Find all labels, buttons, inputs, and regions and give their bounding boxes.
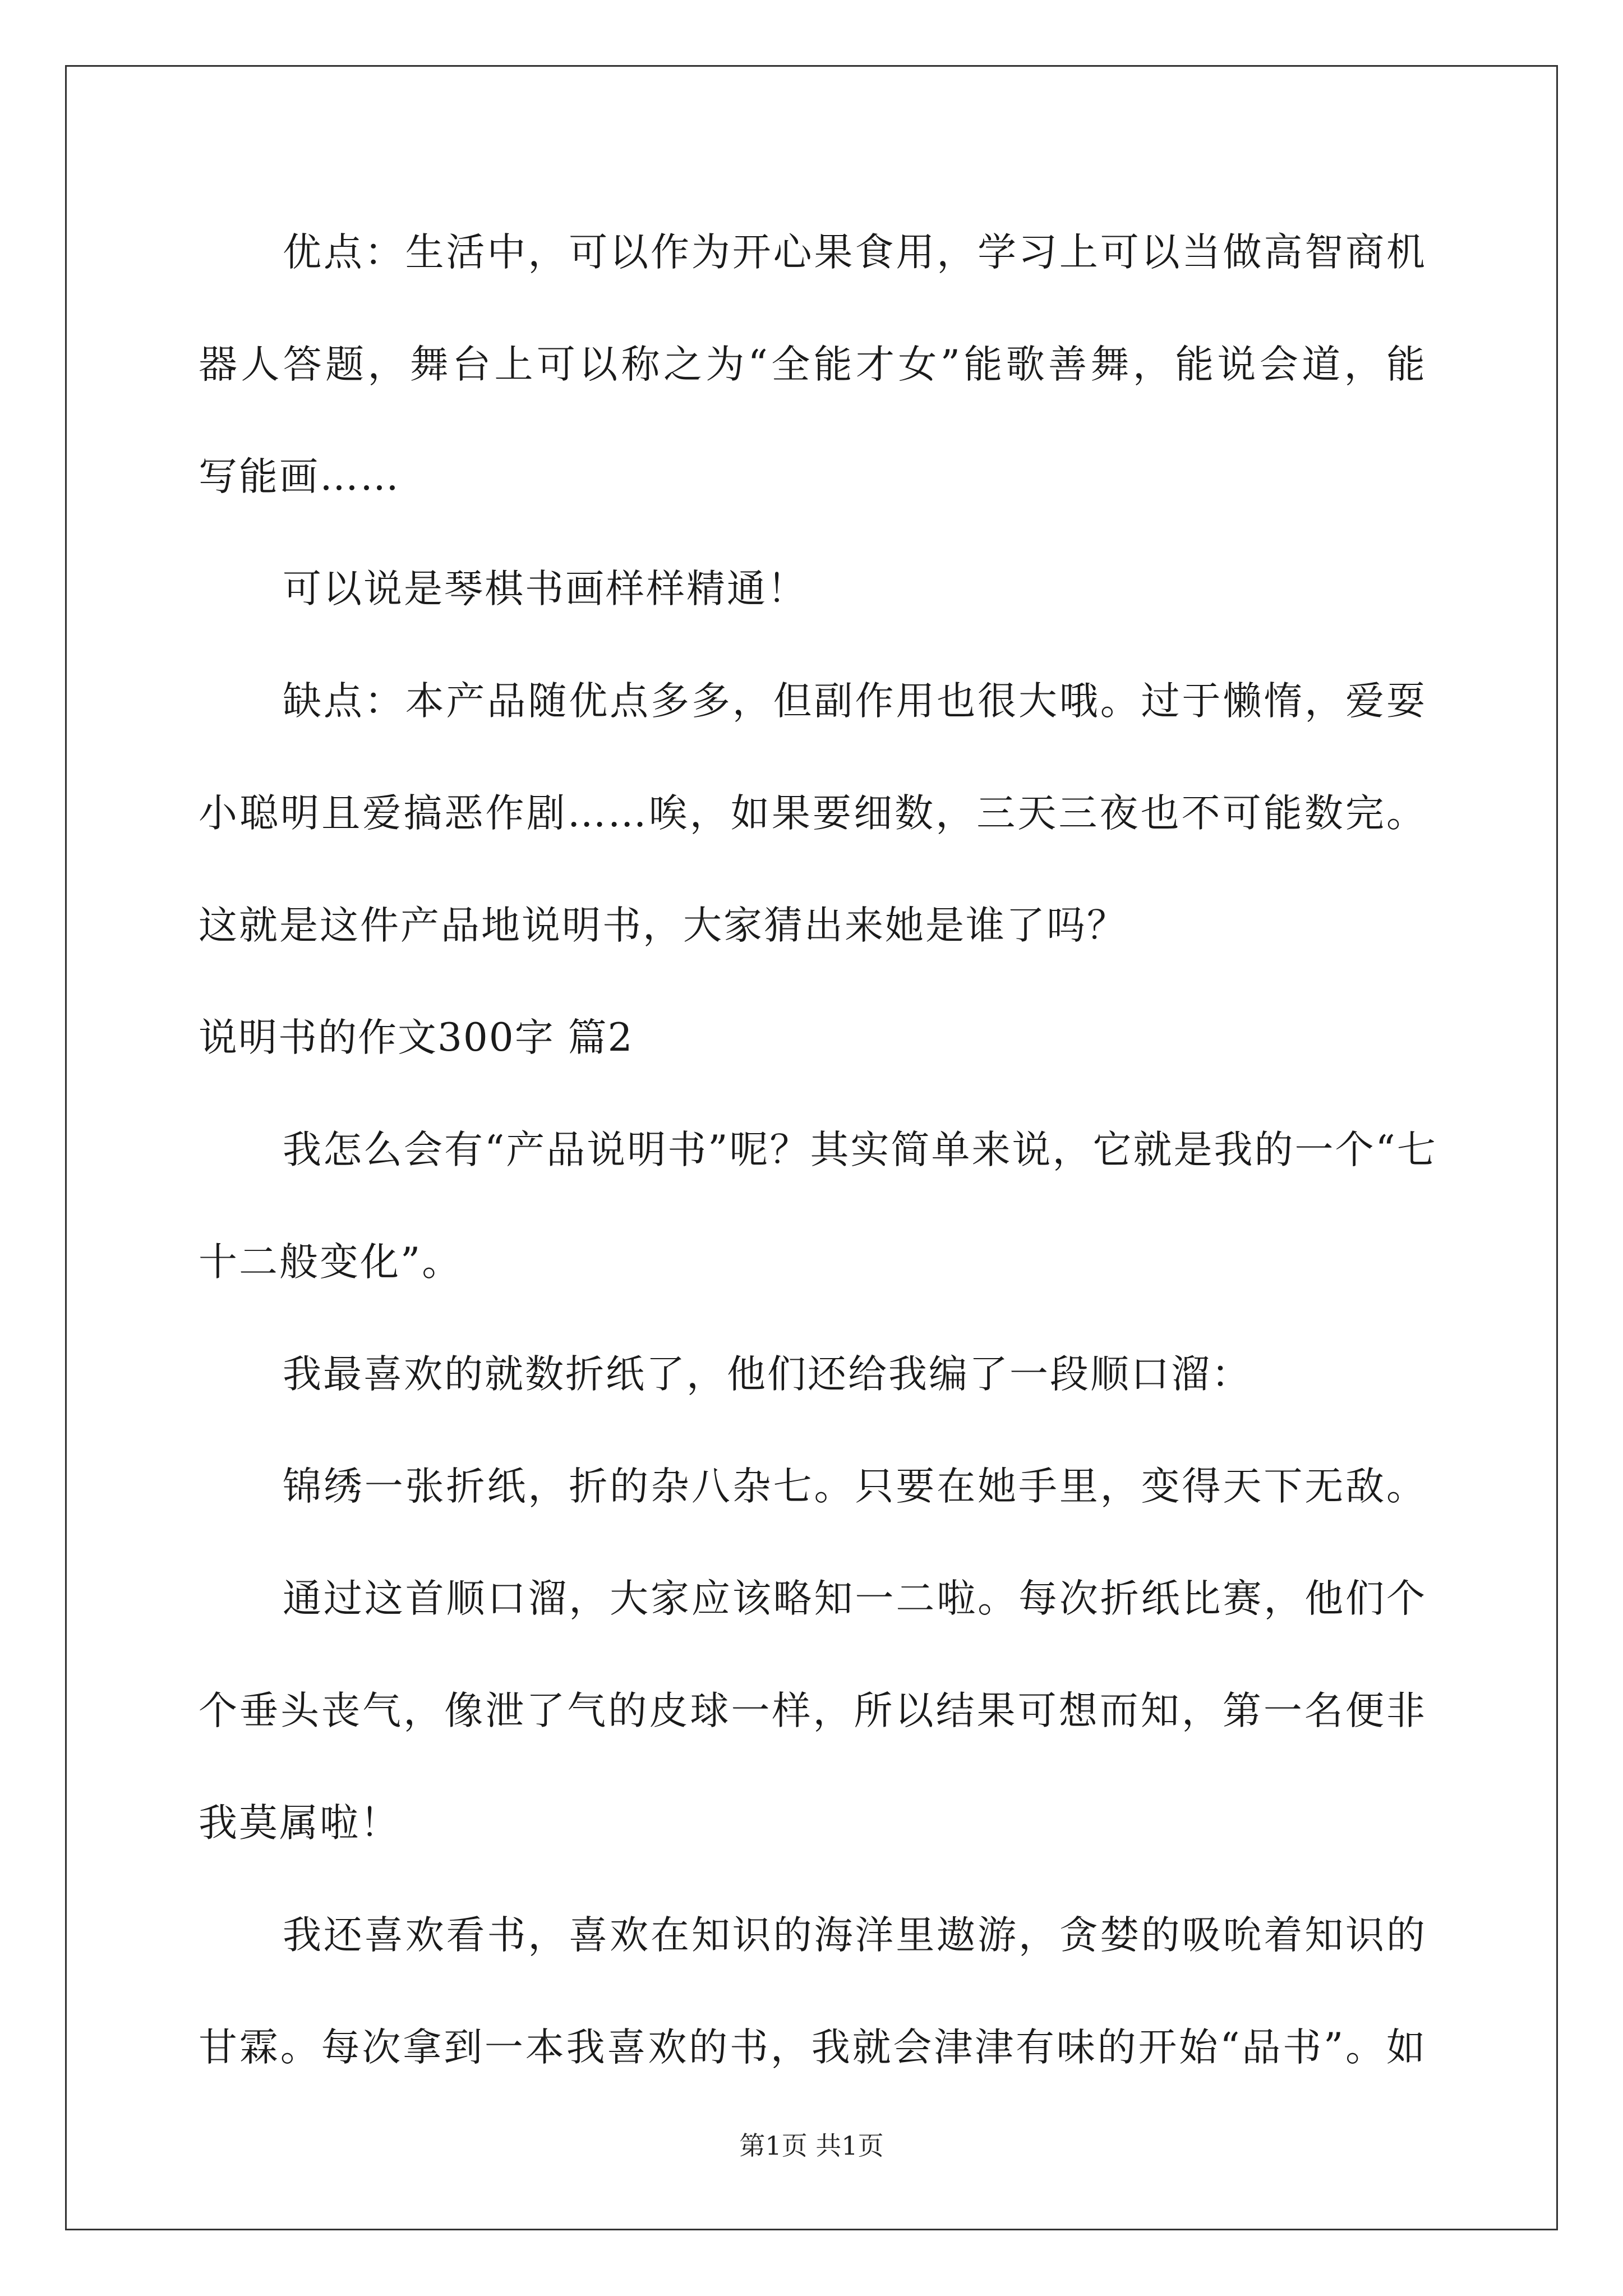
- paragraph-line: 优点：生活中，可以作为开心果食用，学习上可以当做高智商机: [283, 230, 1427, 275]
- paragraph-line: 通过这首顺口溜，大家应该略知一二啦。每次折纸比赛，他们个: [283, 1576, 1427, 1621]
- paragraph-line: 可以说是琴棋书画样样精通！: [283, 567, 808, 611]
- paragraph-line: 缺点：本产品随优点多多，但副作用也很大哦。过于懒惰，爱耍: [283, 679, 1427, 724]
- paragraph-line: 器人答题，舞台上可以称之为“全能才女”能歌善舞，能说会道，能: [199, 342, 1427, 387]
- paragraph-line: 锦绣一张折纸，折的杂八杂七。只要在她手里，变得天下无敌。: [283, 1464, 1427, 1509]
- paragraph-line: 我还喜欢看书，喜欢在知识的海洋里遨游，贪婪的吸吮着知识的: [283, 1913, 1427, 1958]
- paragraph-line: 我最喜欢的就数折纸了，他们还给我编了一段顺口溜：: [283, 1352, 1252, 1397]
- paragraph-line: 甘霖。每次拿到一本我喜欢的书，我就会津津有味的开始“品书”。如: [199, 2025, 1427, 2070]
- section-heading: 说明书的作文300字 篇2: [199, 1015, 634, 1060]
- paragraph-line: 个垂头丧气，像泄了气的皮球一样，所以结果可想而知，第一名便非: [199, 1688, 1427, 1733]
- paragraph-line: 我莫属啦！: [199, 1801, 400, 1846]
- paragraph-line: 写能画……: [199, 454, 400, 499]
- paragraph-line: 我怎么会有“产品说明书”呢？其实简单来说，它就是我的一个“七: [283, 1128, 1437, 1172]
- paragraph-line: 十二般变化”。: [199, 1240, 463, 1285]
- paragraph-line: 小聪明且爱搞恶作剧……唉，如果要细数，三天三夜也不可能数完。: [199, 791, 1427, 836]
- paragraph-line: 这就是这件产品地说明书，大家猜出来她是谁了吗？: [199, 903, 1127, 948]
- page-footer: 第1页 共1页: [739, 2131, 884, 2161]
